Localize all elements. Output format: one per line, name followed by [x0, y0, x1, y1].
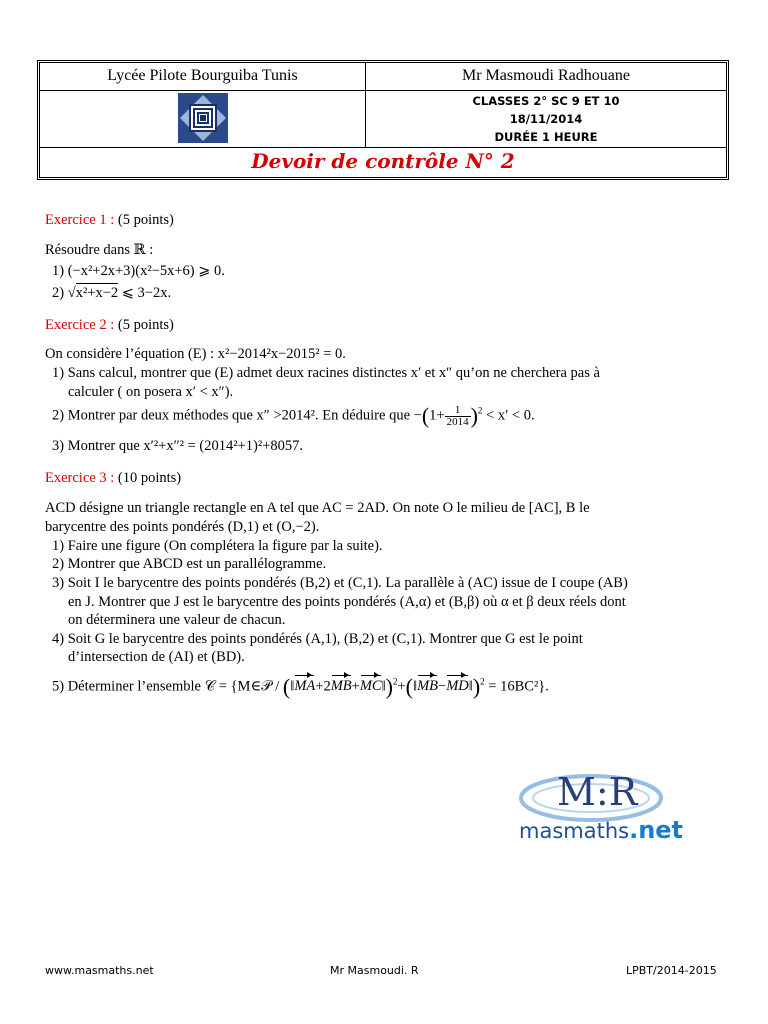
watermark-monogram: M:R — [557, 770, 638, 814]
ex3-points: (10 points) — [117, 470, 182, 486]
ex1-question-2: 2) √x²+x−2 ⩽ 3−2x. — [52, 285, 172, 301]
ex2-points: (5 points) — [117, 317, 174, 333]
ex1-points: (5 points) — [117, 212, 174, 228]
ex2-label: Exercice 2 : — [45, 317, 115, 333]
ex2-fraction: $\frac{1}{2014}$ — [446, 403, 469, 428]
ex3-question-2: 2) Montrer que ABCD est un parallélogramme. — [52, 556, 327, 572]
ex1-label: Exercice 1 : — [45, 212, 115, 228]
ex1-heading — [45, 212, 174, 229]
ex3-heading — [45, 470, 181, 487]
class-info — [366, 92, 726, 146]
ex3-line-1: ACD désigne un triangle rectangle en A tel que AC = 2AD. On note O le milieu de [AC], B le — [45, 500, 590, 516]
ex3-question-5: 5) Déterminer l’ensemble 𝒞 = {M∈𝒫 / (‖MA+2MB+MC‖)$^2$+(‖MB−MD‖)$^2$ = 16BC²}. — [52, 674, 549, 699]
footer-reference: LPBT/2014-2015 — [626, 964, 717, 977]
header-frame — [37, 60, 729, 180]
footer-author: Mr Masmoudi. R — [330, 964, 419, 977]
ex3-question-4a: 4) Soit G le barycentre des points pondérés (A,1), (B,2) et (C,1). Montrer que G est le point — [52, 631, 583, 647]
ex3-question-3c: on déterminera une valeur de chacun. — [68, 612, 286, 628]
ex2-question-2: 2) Montrer par deux méthodes que x″ >2014². En déduire que −(1+ $\frac{1}{2014}$ )$^2$ < x′ < 0. — [52, 403, 535, 428]
ex2-question-1a: 1) Sans calcul, montrer que (E) admet deux racines distinctes x′ et x″ qu’on ne cherchera pas à — [52, 365, 600, 381]
ex2-question-3: 3) Montrer que x′²+x″² = (2014²+1)²+8057. — [52, 438, 303, 454]
ex3-question-1: 1) Faire une figure (On complétera la figure par la suite). — [52, 538, 383, 554]
ex1-intro: Résoudre dans ℝ : — [45, 242, 154, 258]
ex3-question-3b: en J. Montrer que J est le barycentre des points pondérés (A,α) et (B,β) où α et β deux réels dont — [68, 594, 626, 610]
ex3-line-2: barycentre des points pondérés (D,1) et (O,−2). — [45, 519, 320, 535]
masmaths-watermark — [519, 770, 697, 850]
exam-date: 18/11/2014 — [509, 112, 583, 126]
ex2-heading — [45, 317, 174, 334]
ex2-intro: On considère l’équation (E) : x²−2014²x−2015² = 0. — [45, 346, 346, 362]
exam-duration: DURÉE 1 HEURE — [494, 130, 598, 144]
ex3-question-3a: 3) Soit I le barycentre des points pondérés (B,2) et (C,1). La parallèle à (AC) issue de I coupe (AB) — [52, 575, 628, 591]
watermark-site: masmaths.net — [519, 816, 684, 844]
classes-label: CLASSES 2° SC 9 ET 10 — [472, 94, 620, 108]
school-name: Lycée Pilote Bourguiba Tunis — [107, 67, 298, 84]
ex2-question-1b: calculer ( on posera x′ < x″). — [68, 384, 234, 400]
ex3-question-4b: d’intersection de (AI) et (BD). — [68, 649, 245, 665]
ex1-question-1: 1) (−x²+2x+3)(x²−5x+6) ⩾ 0. — [52, 263, 225, 279]
exam-title: Devoir de contrôle N° 2 — [251, 149, 515, 173]
footer-website: www.masmaths.net — [45, 964, 154, 977]
ex3-label: Exercice 3 : — [45, 470, 115, 486]
teacher-name: Mr Masmoudi Radhouane — [462, 67, 630, 84]
school-logo-icon — [178, 93, 228, 143]
ex1-q2-radicand: x²+x−2 — [75, 285, 119, 301]
